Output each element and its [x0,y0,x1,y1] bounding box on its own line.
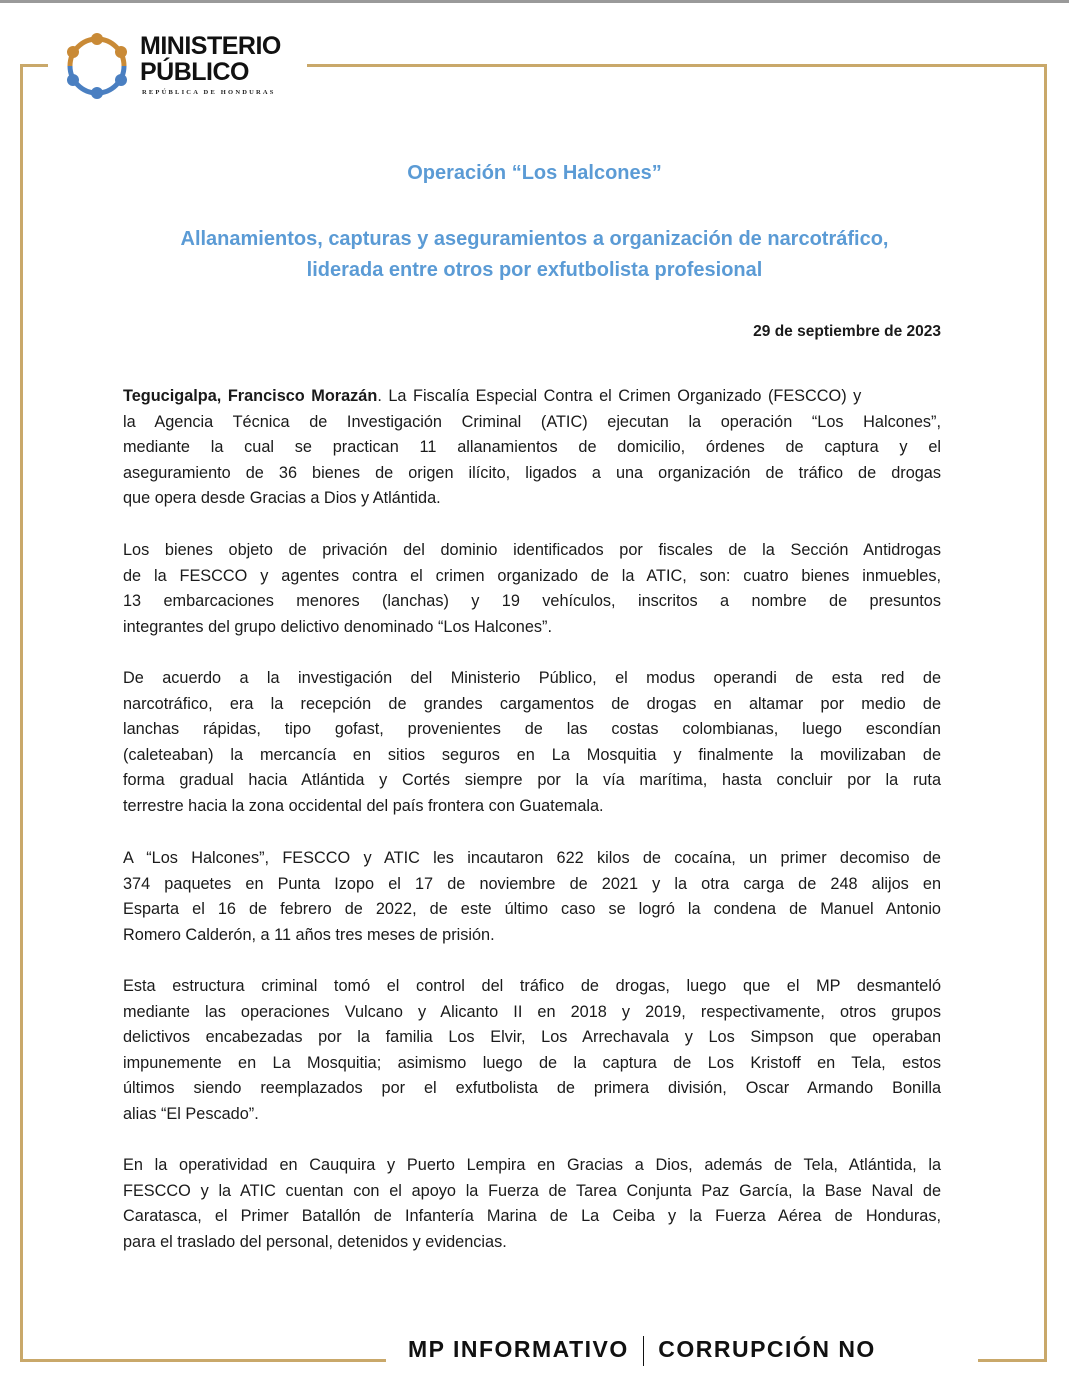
paragraph-line [123,384,941,410]
paragraph-line: Romero Calderón, a 11 años tres meses de prisión. [123,925,495,944]
paragraph-line: terrestre hacia la zona occidental del país frontera con Guatemala. [123,796,604,815]
paragraph-line: FESCCO y la ATIC cuentan con el apoyo la Fuerza de Tarea Conjunta Paz García, la Base Naval de [123,1181,941,1200]
paragraph-line: Los bienes objeto de privación del dominio identificados por fiscales de la Sección Antidrogas [123,541,941,559]
paragraph-line: A “Los Halcones”, FESCCO y ATIC les incautaron 622 kilos de cocaína, un primer decomiso de [123,849,941,867]
paragraph-line: mediante la cual se practican 11 allanamientos de domicilio, órdenes de captura y el [123,438,941,457]
paragraph-line: En la operatividad en Cauquira y Puerto Lempira en Gracias a Dios, además de Tela, Atlántida, la [123,1156,941,1174]
paragraph-line: Esta estructura criminal tomó el control del tráfico de drogas, luego que el MP desmanteló [123,977,941,995]
document-subtitle [0,224,1069,286]
logo-subtitle: REPÚBLICA DE HONDURAS [142,89,276,96]
footer-left: MP INFORMATIVO [408,1336,629,1363]
top-border [0,0,1069,3]
paragraph-lead: Tegucigalpa, Francisco Morazán [123,387,378,405]
paragraph [123,974,941,1128]
paragraph [123,384,941,512]
paragraph [123,846,941,948]
paragraph-line: narcotráfico, era la recepción de grandes cargamentos de drogas en altamar por medio de [123,694,941,713]
paragraph-line: mediante las operaciones Vulcano y Alicanto II en 2018 y 2019, respectivamente, otros grupos [123,1002,941,1021]
paragraph-line: aseguramiento de 36 bienes de origen ilícito, ligados a una organización de tráfico de drogas [123,463,941,482]
paragraph-line: la Agencia Técnica de Investigación Criminal (ATIC) ejecutan la operación “Los Halcones”, [123,412,941,431]
paragraph-line: alias “El Pescado”. [123,1104,259,1123]
paragraph-line: impunemente en La Mosquitia; asimismo luego de la captura de Los Kristoff en Tela, estos [123,1053,941,1072]
paragraph-text: . La Fiscalía Especial Contra el Crimen Organizado (FESCCO) y [377,387,862,405]
paragraph-line: últimos siendo reemplazados por el exfutbolista de primera división, Oscar Armando Bonilla [123,1079,941,1098]
paragraph-line: delictivos encabezadas por la familia Los Elvir, Los Arrechavala y Los Simpson que operaban [123,1028,941,1047]
logo-line2: PÚBLICO [140,58,249,86]
paragraph-line: 13 embarcaciones menores (lanchas) y 19 vehículos, inscritos a nombre de presuntos [123,592,941,611]
logo-line1: MINISTERIO [140,32,281,60]
paragraph-line: forma gradual hacia Atlántida y Cortés siempre por la vía marítima, hasta concluir por la ruta [123,771,941,790]
subtitle-line: liderada entre otros por exfutbolista profesional [306,259,763,281]
frame-top-right [307,64,1047,67]
frame-bottom-left [20,1359,386,1362]
paragraph [123,1153,941,1255]
paragraph-line: De acuerdo a la investigación del Ministerio Público, el modus operandi de esta red de [123,669,941,687]
footer-right: CORRUPCIÓN NO [658,1336,876,1363]
paragraph [123,538,941,640]
paragraph-line: integrantes del grupo delictivo denominado “Los Halcones”. [123,617,552,636]
subtitle-line: Allanamientos, capturas y aseguramientos a organización de narcotráfico, [180,228,889,250]
paragraph-line: que opera desde Gracias a Dios y Atlántida. [123,489,441,508]
paragraph-line: Esparta el 16 de febrero de 2022, de este último caso se logró la condena de Manuel Antonio [123,900,941,919]
paragraph-line: lanchas rápidas, tipo gofast, provenientes de las costas colombianas, luego escondían [123,720,941,739]
people-circle-icon [62,30,132,102]
footer-separator [643,1336,645,1366]
ministerio-publico-logo [62,28,302,108]
paragraph-line: (caleteaban) la mercancía en sitios seguros en La Mosquitia y finalmente la movilizaban de [123,745,941,764]
document-date: 29 de septiembre de 2023 [753,323,941,340]
paragraph-line: para el traslado del personal, detenidos y evidencias. [123,1232,507,1251]
footer-slogan [408,1336,876,1366]
paragraph-line: Caratasca, el Primer Batallón de Infantería Marina de La Ceiba y la Fuerza Aérea de Honduras, [123,1207,941,1226]
paragraph-line: de la FESCCO y agentes contra el crimen organizado de la ATIC, son: cuatro bienes inmuebles, [123,566,941,585]
frame-top-left [20,64,48,67]
paragraph [123,666,941,820]
frame-bottom-right [978,1359,1047,1362]
paragraph-line: 374 paquetes en Punta Izopo el 17 de noviembre de 2021 y la otra carga de 248 alijos en [123,874,941,893]
document-title: Operación “Los Halcones” [407,162,662,184]
